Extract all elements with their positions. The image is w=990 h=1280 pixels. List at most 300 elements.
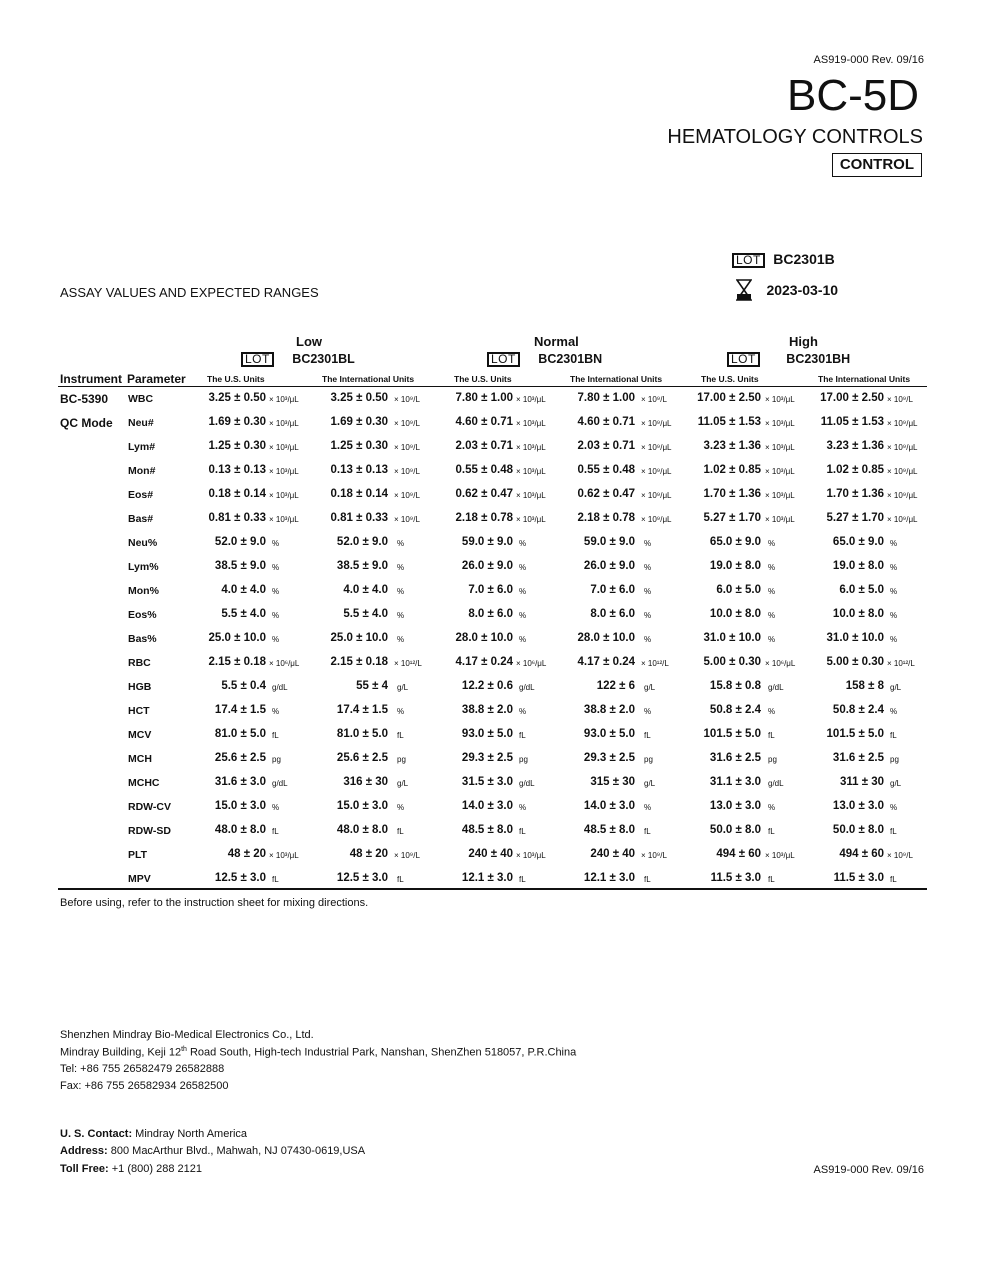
assay-value: 0.13 ± 0.13	[330, 464, 388, 476]
table-bottom-rule	[58, 888, 927, 890]
assay-value: 59.0 ± 9.0	[461, 536, 513, 548]
assay-unit: fL	[644, 875, 651, 884]
assay-value: 50.0 ± 8.0	[832, 824, 884, 836]
assay-unit: × 10⁹/L	[394, 515, 420, 524]
table-row	[0, 392, 990, 412]
assay-value: 0.18 ± 0.14	[330, 488, 388, 500]
assay-unit: × 10³/μL	[269, 467, 299, 476]
assay-value: 6.0 ± 5.0	[716, 584, 761, 596]
assay-unit: %	[890, 635, 898, 644]
assay-unit: × 10³/μL	[516, 395, 546, 404]
lot-normal	[487, 350, 602, 368]
lot-number: BC2301B	[773, 251, 835, 267]
assay-value: 316 ± 30	[343, 776, 388, 788]
assay-value: 13.0 ± 3.0	[709, 800, 761, 812]
assay-value: 5.5 ± 4.0	[221, 608, 266, 620]
product-subtitle: HEMATOLOGY CONTROLS	[667, 126, 923, 148]
assay-value: 1.69 ± 0.30	[330, 416, 388, 428]
assay-unit: × 10⁹/μL	[887, 467, 918, 476]
parameter-name: HGB	[128, 681, 152, 693]
us-contact-value: Mindray North America	[132, 1128, 248, 1140]
assay-value: 0.81 ± 0.33	[330, 512, 388, 524]
col-instrument: Instrument	[60, 372, 123, 386]
assay-value: 31.5 ± 3.0	[461, 776, 513, 788]
assay-value: 5.00 ± 0.30	[703, 656, 761, 668]
parameter-name: Lym#	[128, 441, 156, 453]
assay-unit: g/dL	[519, 779, 535, 788]
assay-unit: %	[644, 563, 652, 572]
assay-unit: g/dL	[768, 779, 784, 788]
assay-value: 1.70 ± 1.36	[826, 488, 884, 500]
assay-unit: pg	[890, 755, 899, 764]
assay-value: 17.00 ± 2.50	[820, 392, 884, 404]
parameter-name: RBC	[128, 657, 151, 669]
assay-unit: fL	[768, 731, 775, 740]
assay-unit: fL	[397, 827, 404, 836]
address-superscript: th	[181, 1046, 187, 1053]
lot-normal-number: BC2301BN	[538, 352, 603, 366]
assay-value: 50.8 ± 2.4	[832, 704, 884, 716]
parameter-name: MCHC	[128, 777, 160, 789]
assay-unit: × 10⁶/μL	[765, 659, 796, 668]
parameter-name: Neu#	[128, 417, 154, 429]
assay-unit: %	[768, 539, 776, 548]
assay-value: 50.8 ± 2.4	[709, 704, 761, 716]
assay-value: 6.0 ± 5.0	[839, 584, 884, 596]
assay-value: 50.0 ± 8.0	[709, 824, 761, 836]
table-row	[0, 608, 990, 628]
assay-value: 31.6 ± 2.5	[832, 752, 884, 764]
assay-value: 10.0 ± 8.0	[709, 608, 761, 620]
assay-value: 2.03 ± 0.71	[577, 440, 635, 452]
assay-value: 2.15 ± 0.18	[208, 656, 266, 668]
assay-unit: %	[644, 803, 652, 812]
assay-value: 65.0 ± 9.0	[709, 536, 761, 548]
manufacturer-tel: Tel: +86 755 26582479 26582888	[60, 1063, 225, 1075]
table-row	[0, 752, 990, 772]
assay-unit: %	[644, 611, 652, 620]
us-address	[60, 1145, 365, 1157]
us-contact	[60, 1128, 247, 1140]
assay-value: 3.25 ± 0.50	[208, 392, 266, 404]
assay-value: 0.55 ± 0.48	[455, 464, 513, 476]
assay-unit: %	[397, 635, 405, 644]
assay-unit: fL	[397, 875, 404, 884]
assay-unit: × 10⁹/L	[641, 851, 667, 860]
assay-unit: × 10⁹/L	[887, 395, 913, 404]
assay-value: 240 ± 40	[590, 848, 635, 860]
assay-unit: fL	[890, 875, 897, 884]
table-row	[0, 464, 990, 484]
assay-unit: × 10³/μL	[765, 491, 795, 500]
assay-unit: g/L	[397, 683, 409, 692]
assay-value: 0.62 ± 0.47	[455, 488, 513, 500]
assay-unit: %	[397, 611, 405, 620]
assay-value: 17.00 ± 2.50	[697, 392, 761, 404]
col-low-us: The U.S. Units	[207, 374, 265, 384]
assay-unit: %	[397, 539, 405, 548]
table-row	[0, 776, 990, 796]
col-normal-us: The U.S. Units	[454, 374, 512, 384]
assay-unit: fL	[519, 827, 526, 836]
assay-value: 5.27 ± 1.70	[826, 512, 884, 524]
assay-unit: × 10³/μL	[269, 491, 299, 500]
assay-unit: %	[272, 635, 280, 644]
assay-value: 48.5 ± 8.0	[583, 824, 635, 836]
assay-unit: × 10⁹/L	[394, 491, 420, 500]
assay-unit: fL	[272, 875, 279, 884]
assay-value: 93.0 ± 5.0	[461, 728, 513, 740]
us-tollfree-value: +1 (800) 288 2121	[108, 1163, 202, 1175]
assay-unit: × 10⁹/L	[394, 443, 420, 452]
assay-value: 8.0 ± 6.0	[590, 608, 635, 620]
table-row	[0, 512, 990, 532]
assay-unit: × 10³/μL	[516, 851, 546, 860]
assay-value: 81.0 ± 5.0	[336, 728, 388, 740]
assay-unit: %	[519, 635, 527, 644]
lot-low	[241, 350, 355, 368]
assay-unit: × 10³/μL	[516, 443, 546, 452]
assay-unit: %	[644, 635, 652, 644]
assay-value: 31.0 ± 10.0	[826, 632, 884, 644]
assay-unit: × 10⁹/μL	[887, 443, 918, 452]
assay-unit: g/dL	[272, 779, 288, 788]
manufacturer-name: Shenzhen Mindray Bio-Medical Electronics Co., Ltd.	[60, 1029, 314, 1041]
table-row	[0, 848, 990, 868]
assay-value: 5.5 ± 4.0	[343, 608, 388, 620]
assay-value: 4.60 ± 0.71	[577, 416, 635, 428]
assay-value: 28.0 ± 10.0	[577, 632, 635, 644]
assay-value: 19.0 ± 8.0	[832, 560, 884, 572]
instrument-name: BC-5390	[60, 392, 109, 406]
assay-unit: %	[890, 587, 898, 596]
assay-value: 48.0 ± 8.0	[214, 824, 266, 836]
assay-unit: %	[272, 611, 280, 620]
table-row	[0, 824, 990, 844]
assay-value: 2.18 ± 0.78	[577, 512, 635, 524]
assay-unit: × 10³/μL	[269, 419, 299, 428]
assay-unit: fL	[519, 731, 526, 740]
assay-unit: %	[272, 587, 280, 596]
assay-unit: %	[768, 803, 776, 812]
manufacturer-fax: Fax: +86 755 26582934 26582500	[60, 1080, 229, 1092]
assay-unit: fL	[519, 875, 526, 884]
assay-value: 5.00 ± 0.30	[826, 656, 884, 668]
assay-unit: fL	[272, 731, 279, 740]
lot-icon: LOT	[241, 352, 274, 367]
assay-unit: × 10³/μL	[269, 851, 299, 860]
col-parameter: Parameter	[127, 372, 186, 386]
parameter-name: WBC	[128, 393, 154, 405]
assay-unit: × 10⁹/μL	[887, 419, 918, 428]
assay-unit: × 10³/μL	[516, 515, 546, 524]
assay-unit: × 10³/μL	[765, 419, 795, 428]
assay-value: 1.69 ± 0.30	[208, 416, 266, 428]
assay-value: 7.0 ± 6.0	[468, 584, 513, 596]
assay-unit: × 10³/μL	[765, 467, 795, 476]
assay-unit: %	[397, 803, 405, 812]
assay-unit: × 10⁶/μL	[269, 659, 300, 668]
assay-value: 52.0 ± 9.0	[214, 536, 266, 548]
assay-value: 38.5 ± 9.0	[336, 560, 388, 572]
table-row	[0, 560, 990, 580]
lot-high-number: BC2301BH	[786, 352, 851, 366]
assay-unit: × 10³/μL	[269, 515, 299, 524]
parameter-name: RDW-SD	[128, 825, 171, 837]
assay-unit: %	[397, 707, 405, 716]
assay-value: 48 ± 20	[349, 848, 388, 860]
parameter-name: Lym%	[128, 561, 159, 573]
assay-value: 48.5 ± 8.0	[461, 824, 513, 836]
col-high-intl: The International Units	[818, 374, 911, 384]
table-row	[0, 584, 990, 604]
assay-unit: %	[519, 587, 527, 596]
assay-value: 48 ± 20	[227, 848, 266, 860]
document-id: AS919-000 Rev. 09/16	[813, 54, 924, 66]
assay-value: 25.6 ± 2.5	[336, 752, 388, 764]
assay-value: 12.1 ± 3.0	[461, 872, 513, 884]
assay-unit: × 10⁹/L	[394, 467, 420, 476]
assay-unit: × 10⁶/μL	[516, 659, 547, 668]
lot-icon: LOT	[727, 352, 760, 367]
assay-unit: pg	[519, 755, 528, 764]
parameter-name: MCH	[128, 753, 152, 765]
lot-icon: LOT	[732, 253, 765, 268]
assay-unit: g/L	[890, 779, 902, 788]
assay-unit: %	[519, 707, 527, 716]
table-row	[0, 656, 990, 676]
assay-value: 5.5 ± 0.4	[221, 680, 266, 692]
assay-unit: %	[397, 587, 405, 596]
assay-value: 3.23 ± 1.36	[826, 440, 884, 452]
lot-row	[732, 251, 835, 269]
assay-unit: %	[890, 611, 898, 620]
assay-value: 101.5 ± 5.0	[826, 728, 884, 740]
table-row	[0, 416, 990, 436]
assay-value: 38.8 ± 2.0	[461, 704, 513, 716]
assay-value: 4.0 ± 4.0	[343, 584, 388, 596]
table-row	[0, 680, 990, 700]
assay-unit: × 10³/μL	[516, 491, 546, 500]
assay-value: 1.25 ± 0.30	[330, 440, 388, 452]
assay-value: 38.8 ± 2.0	[583, 704, 635, 716]
assay-unit: × 10⁹/L	[394, 851, 420, 860]
us-tollfree	[60, 1163, 202, 1175]
assay-unit: × 10⁹/L	[394, 419, 420, 428]
assay-value: 158 ± 8	[845, 680, 884, 692]
assay-value: 7.0 ± 6.0	[590, 584, 635, 596]
assay-value: 17.4 ± 1.5	[214, 704, 266, 716]
assay-unit: × 10³/μL	[516, 467, 546, 476]
assay-unit: × 10³/μL	[269, 443, 299, 452]
expiry-row	[736, 279, 838, 301]
lot-low-number: BC2301BL	[292, 352, 355, 366]
assay-value: 4.60 ± 0.71	[455, 416, 513, 428]
assay-unit: × 10⁹/μL	[641, 419, 672, 428]
assay-unit: fL	[644, 827, 651, 836]
hourglass-icon	[736, 279, 752, 301]
assay-value: 0.62 ± 0.47	[577, 488, 635, 500]
parameter-name: Mon#	[128, 465, 156, 477]
assay-value: 494 ± 60	[716, 848, 761, 860]
table-row	[0, 704, 990, 724]
assay-value: 93.0 ± 5.0	[583, 728, 635, 740]
assay-value: 65.0 ± 9.0	[832, 536, 884, 548]
assay-unit: × 10¹²/L	[641, 659, 669, 668]
assay-unit: %	[519, 803, 527, 812]
assay-value: 31.1 ± 3.0	[709, 776, 761, 788]
assay-unit: × 10⁹/μL	[887, 515, 918, 524]
level-high: High	[789, 334, 818, 349]
assay-unit: × 10⁹/L	[394, 395, 420, 404]
assay-unit: × 10³/μL	[765, 515, 795, 524]
parameter-name: RDW-CV	[128, 801, 171, 813]
parameter-name: MPV	[128, 873, 151, 885]
assay-value: 25.6 ± 2.5	[214, 752, 266, 764]
section-title: ASSAY VALUES AND EXPECTED RANGES	[60, 285, 319, 300]
assay-unit: g/dL	[519, 683, 535, 692]
assay-value: 13.0 ± 3.0	[832, 800, 884, 812]
assay-unit: × 10⁹/μL	[641, 467, 672, 476]
assay-unit: %	[890, 563, 898, 572]
assay-unit: × 10³/μL	[765, 851, 795, 860]
assay-unit: %	[519, 563, 527, 572]
assay-unit: %	[519, 539, 527, 548]
table-row	[0, 800, 990, 820]
assay-value: 14.0 ± 3.0	[583, 800, 635, 812]
assay-value: 59.0 ± 9.0	[583, 536, 635, 548]
assay-unit: fL	[768, 827, 775, 836]
mixing-note: Before using, refer to the instruction sheet for mixing directions.	[60, 897, 369, 909]
us-address-value: 800 MacArthur Blvd., Mahwah, NJ 07430-0619,USA	[107, 1145, 366, 1157]
assay-value: 12.5 ± 3.0	[336, 872, 388, 884]
assay-unit: g/dL	[272, 683, 288, 692]
us-address-label: Address:	[60, 1145, 108, 1157]
assay-unit: × 10⁹/μL	[641, 443, 672, 452]
footer-document-id: AS919-000 Rev. 09/16	[813, 1164, 924, 1176]
assay-value: 15.0 ± 3.0	[336, 800, 388, 812]
assay-value: 26.0 ± 9.0	[461, 560, 513, 572]
table-row	[0, 728, 990, 748]
assay-value: 12.1 ± 3.0	[583, 872, 635, 884]
manufacturer-address	[60, 1046, 576, 1059]
assay-unit: fL	[890, 731, 897, 740]
assay-value: 12.5 ± 3.0	[214, 872, 266, 884]
assay-unit: %	[768, 635, 776, 644]
assay-value: 315 ± 30	[590, 776, 635, 788]
assay-unit: %	[890, 707, 898, 716]
parameter-name: Eos%	[128, 609, 157, 621]
us-contact-label: U. S. Contact:	[60, 1128, 133, 1140]
assay-unit: %	[890, 539, 898, 548]
assay-value: 10.0 ± 8.0	[832, 608, 884, 620]
assay-unit: %	[519, 611, 527, 620]
instrument-mode: QC Mode	[60, 416, 113, 430]
assay-value: 11.5 ± 3.0	[710, 872, 761, 884]
assay-value: 48.0 ± 8.0	[336, 824, 388, 836]
assay-value: 5.27 ± 1.70	[703, 512, 761, 524]
assay-unit: %	[768, 563, 776, 572]
lot-high	[727, 350, 850, 368]
table-row	[0, 440, 990, 460]
assay-value: 15.8 ± 0.8	[709, 680, 761, 692]
assay-unit: × 10⁹/L	[641, 395, 667, 404]
assay-value: 15.0 ± 3.0	[214, 800, 266, 812]
assay-unit: × 10⁹/μL	[641, 515, 672, 524]
parameter-name: Bas%	[128, 633, 157, 645]
assay-unit: pg	[397, 755, 406, 764]
assay-value: 17.4 ± 1.5	[336, 704, 388, 716]
table-row	[0, 536, 990, 556]
assay-unit: × 10⁹/L	[887, 851, 913, 860]
assay-unit: g/L	[644, 779, 656, 788]
assay-unit: × 10³/μL	[269, 395, 299, 404]
assay-value: 0.81 ± 0.33	[208, 512, 266, 524]
us-tollfree-label: Toll Free:	[60, 1163, 109, 1175]
assay-value: 4.17 ± 0.24	[577, 656, 635, 668]
assay-value: 0.13 ± 0.13	[208, 464, 266, 476]
assay-unit: g/dL	[768, 683, 784, 692]
address-part: Mindray Building, Keji 12	[60, 1046, 182, 1059]
assay-unit: × 10⁹/μL	[887, 491, 918, 500]
assay-value: 81.0 ± 5.0	[214, 728, 266, 740]
assay-unit: fL	[890, 827, 897, 836]
assay-unit: pg	[272, 755, 281, 764]
assay-unit: %	[768, 587, 776, 596]
assay-unit: %	[768, 611, 776, 620]
assay-value: 311 ± 30	[839, 776, 884, 788]
assay-value: 1.02 ± 0.85	[826, 464, 884, 476]
assay-value: 240 ± 40	[468, 848, 513, 860]
assay-unit: × 10³/μL	[765, 395, 795, 404]
col-normal-intl: The International Units	[570, 374, 663, 384]
assay-unit: pg	[644, 755, 653, 764]
assay-value: 2.03 ± 0.71	[455, 440, 513, 452]
assay-value: 8.0 ± 6.0	[468, 608, 513, 620]
assay-value: 1.02 ± 0.85	[703, 464, 761, 476]
assay-value: 52.0 ± 9.0	[336, 536, 388, 548]
assay-unit: %	[644, 707, 652, 716]
table-row	[0, 632, 990, 652]
parameter-name: PLT	[128, 849, 148, 861]
assay-unit: × 10¹²/L	[887, 659, 915, 668]
assay-value: 29.3 ± 2.5	[583, 752, 635, 764]
assay-value: 31.6 ± 3.0	[214, 776, 266, 788]
assay-value: 38.5 ± 9.0	[214, 560, 266, 572]
assay-unit: × 10³/μL	[516, 419, 546, 428]
assay-unit: fL	[397, 731, 404, 740]
assay-unit: %	[644, 539, 652, 548]
level-normal: Normal	[534, 334, 579, 349]
assay-value: 19.0 ± 8.0	[709, 560, 761, 572]
assay-value: 14.0 ± 3.0	[461, 800, 513, 812]
assay-unit: fL	[272, 827, 279, 836]
assay-unit: g/L	[890, 683, 902, 692]
assay-unit: %	[890, 803, 898, 812]
assay-unit: × 10³/μL	[765, 443, 795, 452]
control-label-box: CONTROL	[832, 153, 922, 177]
expiry-date: 2023-03-10	[766, 282, 839, 298]
assay-value: 29.3 ± 2.5	[461, 752, 513, 764]
parameter-name: Bas#	[128, 513, 154, 525]
assay-value: 12.2 ± 0.6	[461, 680, 513, 692]
assay-unit: %	[397, 563, 405, 572]
col-low-intl: The International Units	[322, 374, 415, 384]
assay-unit: fL	[768, 875, 775, 884]
parameter-name: Eos#	[128, 489, 154, 501]
assay-value: 7.80 ± 1.00	[455, 392, 513, 404]
assay-unit: %	[768, 707, 776, 716]
